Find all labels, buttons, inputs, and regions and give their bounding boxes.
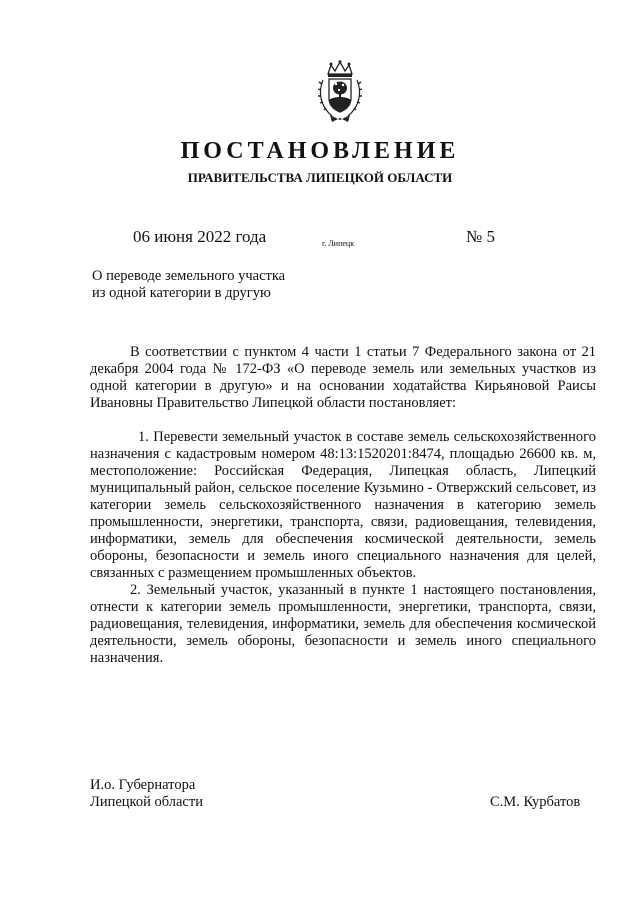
document-body bbox=[90, 344, 596, 667]
document-title: ПОСТАНОВЛЕНИЕ bbox=[180, 138, 460, 164]
signatory-name: С.М. Курбатов bbox=[490, 794, 581, 810]
document-number: № 5 bbox=[466, 227, 495, 246]
document-date: 06 июня 2022 года bbox=[133, 227, 267, 246]
document-place: г. Липецк bbox=[322, 239, 355, 248]
item-2-paragraph: 2. Земельный участок, указанный в пункте 1 настоящего постановления, отнести к категории земель промышленности, энергетики, транспорта, связи, радиовещания, телевидения, информатики, земель для обеспечения космической деятельности, земель обороны, безопасности и земель иного специального назначения. bbox=[90, 582, 596, 666]
item-1-paragraph: 1. Перевести земельный участок в составе земель сельскохозяйственного назначения с кадастровым номером 48:13:1520201:8474, площадью 26600 кв. м, местоположение: Российская Федерация, Липецкая область, Липецкий муниципальный район, сельское поселение Кузьмино - Отвержский сельсовет, из категории земель сельскохозяйственного назначения в категорию земель промышленности, энергетики, транспорта, связи, радиовещания, телевидения, информатики, земель для обеспечения космической деятельности, земель обороны, безопасности и земель иного специального назначения для целей, связанных с размещением промышленных объектов. bbox=[90, 429, 596, 581]
signatory-position bbox=[90, 777, 203, 811]
coat-of-arms-icon bbox=[318, 60, 362, 124]
document-subtitle: ПРАВИТЕЛЬСТВА ЛИПЕЦКОЙ ОБЛАСТИ bbox=[187, 170, 453, 185]
preamble-paragraph: В соответствии с пунктом 4 части 1 статьи 7 Федерального закона от 21 декабря 2004 года № 172-ФЗ «О переводе земель или земельных участков из одной категории в другую» и на основании ходатайства Кирьяновой Раисы Ивановны Правительство Липецкой области постановляет: bbox=[90, 344, 596, 411]
signatory-position-line: Липецкой области bbox=[90, 794, 203, 810]
subject-line: из одной категории в другую bbox=[92, 285, 271, 301]
document-subject bbox=[92, 268, 285, 302]
signatory-position-line: И.о. Губернатора bbox=[90, 777, 196, 793]
subject-line: О переводе земельного участка bbox=[92, 268, 286, 284]
